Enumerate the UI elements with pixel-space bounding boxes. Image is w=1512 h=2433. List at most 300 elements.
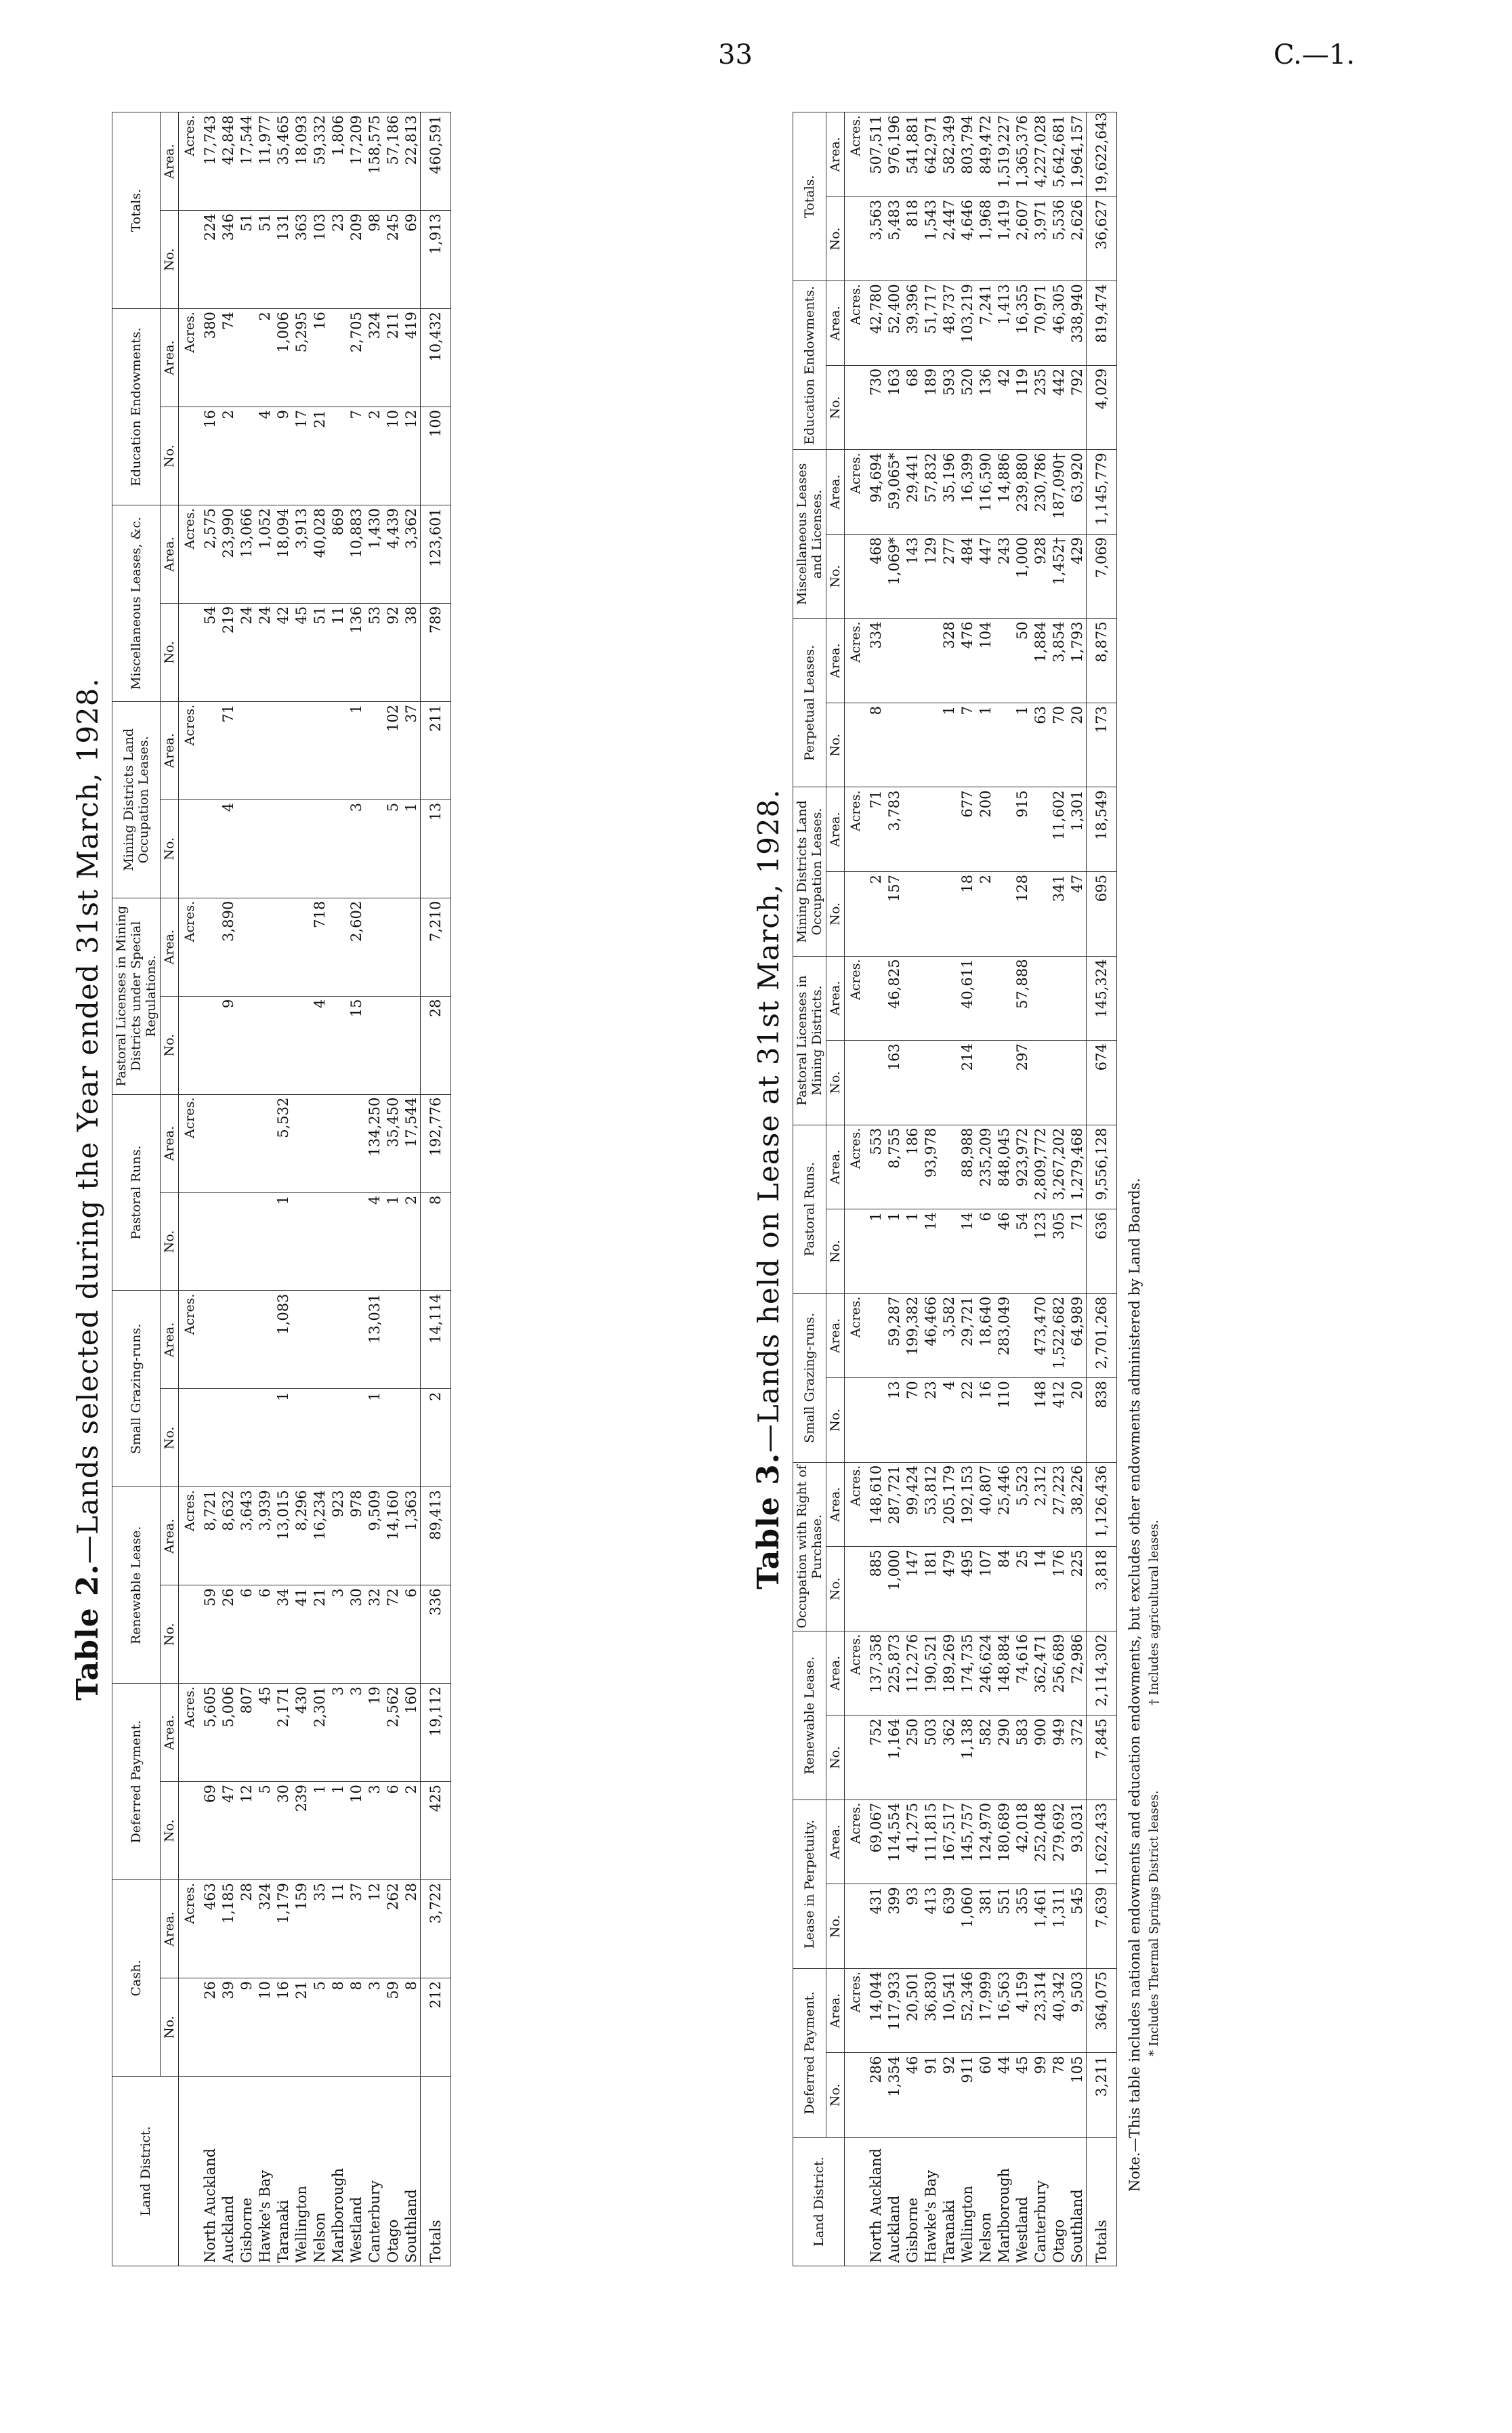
table-cell: 6 [402, 1585, 421, 1684]
table-cell [219, 1389, 237, 1487]
table-cell: 593 [940, 365, 958, 450]
table-cell: 148 [1031, 1378, 1049, 1463]
table-cell: 22,813 [402, 112, 421, 211]
table-cell [255, 996, 274, 1094]
table-cell [1031, 1041, 1049, 1125]
column-group-header: Lease in Perpetuity. [793, 1800, 826, 1968]
total-cell: 636 [1087, 1209, 1117, 1294]
table-cell: 2,562 [383, 1684, 402, 1782]
table-cell [237, 996, 255, 1094]
table-cell [885, 619, 903, 703]
acres-unit: Acres. [179, 1094, 201, 1192]
table-cell: 40,028 [310, 505, 329, 604]
table-cell [402, 1389, 421, 1487]
no-header: No. [161, 799, 179, 898]
table-row [329, 112, 347, 2266]
column-group-header: Pastoral Licenses in Mining Districts. [793, 956, 826, 1125]
area-header: Area. [826, 956, 845, 1041]
table-cell: 328 [940, 619, 958, 703]
area-header: Area. [161, 1880, 179, 1978]
table-cell [866, 1293, 885, 1378]
district-name: Marlborough [994, 2138, 1013, 2266]
table-cell: 23 [329, 211, 347, 309]
table-cell: 6 [976, 1209, 994, 1294]
table-cell: 2 [402, 1782, 421, 1880]
table-cell: 14 [921, 1209, 940, 1294]
table-cell: 642,971 [921, 112, 940, 197]
table-cell: 35,465 [274, 112, 292, 211]
total-cell: 7,639 [1087, 1884, 1117, 1969]
table-cell: 582 [976, 1715, 994, 1800]
table-cell: 92 [383, 603, 402, 701]
table-cell: 48,737 [940, 281, 958, 366]
table-cell [237, 309, 255, 407]
table-cell [201, 996, 219, 1094]
table-cell: 51,717 [921, 281, 940, 366]
table-cell: 51 [310, 603, 329, 701]
units-row [845, 112, 867, 2266]
acres-unit: Acres. [179, 309, 201, 407]
table-cell: 1,052 [255, 505, 274, 604]
table-cell: 520 [958, 365, 976, 450]
table-cell [365, 898, 383, 996]
column-group-header: Pastoral Licenses in Mining Districts under Special Regulations. [112, 898, 161, 1094]
table-cell [329, 1291, 347, 1389]
column-group-header: Pastoral Runs. [112, 1094, 161, 1291]
table-3-footnotes [1147, 112, 1161, 2056]
table-cell: 68 [903, 365, 921, 450]
footnote-agricultural: † Includes agricultural leases. [1147, 1520, 1161, 1705]
area-header: Area. [826, 1293, 845, 1378]
total-cell: 425 [421, 1782, 451, 1880]
table-cell: 91 [921, 2053, 940, 2138]
table-cell: 949 [1049, 1715, 1068, 1800]
table-row [1049, 112, 1068, 2266]
table-cell: 3,939 [255, 1487, 274, 1585]
district-name: Southland [402, 2077, 421, 2266]
table-cell: 145,757 [958, 1800, 976, 1884]
table-cell: 9,503 [1068, 1968, 1087, 2053]
table-cell [1049, 956, 1068, 1041]
table-cell: 287,721 [885, 1462, 903, 1547]
table-cell: 11,602 [1049, 787, 1068, 872]
table-cell: 110 [994, 1378, 1013, 1463]
table-cell: 16 [976, 1378, 994, 1463]
no-header: No. [826, 2053, 845, 2138]
no-header: No. [826, 365, 845, 450]
table-cell: 5,642,681 [1049, 112, 1068, 197]
table-row [976, 112, 994, 2266]
table-cell: 250 [903, 1715, 921, 1800]
area-header: Area. [826, 787, 845, 872]
table-cell: 1,311 [1049, 1884, 1068, 1969]
table-cell: 1 [885, 1209, 903, 1294]
table-cell: 11 [329, 603, 347, 701]
table-cell: 71 [866, 787, 885, 872]
table-cell: 124,970 [976, 1800, 994, 1884]
district-name: Nelson [976, 2138, 994, 2266]
district-name: Otago [383, 2077, 402, 2266]
table-cell: 103,219 [958, 281, 976, 366]
table-cell: 17,999 [976, 1968, 994, 2053]
table-cell: 93 [903, 1884, 921, 1969]
table-cell [292, 701, 310, 799]
table-cell: 252,048 [1031, 1800, 1049, 1884]
table-cell: 928 [1031, 534, 1049, 619]
table-cell: 42 [994, 365, 1013, 450]
table-cell: 235,209 [976, 1125, 994, 1209]
table-cell: 16 [274, 1978, 292, 2077]
table-cell: 21 [310, 407, 329, 505]
table-row [219, 112, 237, 2266]
table-2-title: Table 2.—Lands selected during the Year ended 31st March, 1928. [70, 678, 105, 1701]
district-name: Wellington [958, 2138, 976, 2266]
table-cell: 476 [958, 619, 976, 703]
column-group-header: Small Grazing-runs. [112, 1291, 161, 1487]
table-cell: 5,295 [292, 309, 310, 407]
table-cell: 205,179 [940, 1462, 958, 1547]
table-cell: 84 [994, 1547, 1013, 1631]
table-row [365, 112, 383, 2266]
table-cell: 473,470 [1031, 1293, 1049, 1378]
table-cell: 102 [383, 701, 402, 799]
table-cell: 2,626 [1068, 196, 1087, 281]
table-cell [201, 1291, 219, 1389]
table-cell: 17,743 [201, 112, 219, 211]
table-cell: 583 [1013, 1715, 1031, 1800]
table-cell: 46,466 [921, 1293, 940, 1378]
table-cell [365, 799, 383, 898]
table-cell: 27,223 [1049, 1462, 1068, 1547]
table-cell: 39,396 [903, 281, 921, 366]
district-name: Gisborne [237, 2077, 255, 2266]
table-cell: 1,138 [958, 1715, 976, 1800]
table-cell: 334 [866, 619, 885, 703]
table-cell: 235 [1031, 365, 1049, 450]
no-header: No. [826, 1378, 845, 1463]
table-cell: 70 [903, 1378, 921, 1463]
total-cell: 212 [421, 1978, 451, 2077]
total-cell: 3,818 [1087, 1547, 1117, 1631]
table-cell: 24 [255, 603, 274, 701]
total-cell: 460,591 [421, 112, 451, 211]
table-cell: 57,186 [383, 112, 402, 211]
table-cell [201, 1389, 219, 1487]
table-cell [994, 872, 1013, 957]
table-cell: 71 [219, 701, 237, 799]
table-cell: 190,521 [921, 1631, 940, 1715]
table-cell: 338,940 [1068, 281, 1087, 366]
table-cell [329, 799, 347, 898]
table-cell: 1,006 [274, 309, 292, 407]
table-cell: 849,472 [976, 112, 994, 197]
district-name: Marlborough [329, 2077, 347, 2266]
table-cell: 1,519,227 [994, 112, 1013, 197]
table-cell: 752 [866, 1715, 885, 1800]
table-cell: 8,632 [219, 1487, 237, 1585]
column-group-header: Occupation with Right of Purchase. [793, 1462, 826, 1631]
table-cell: 17,544 [402, 1094, 421, 1192]
table-cell: 362 [940, 1715, 958, 1800]
table-cell: 4 [255, 407, 274, 505]
table-cell: 1,279,468 [1068, 1125, 1087, 1209]
area-header: Area. [161, 1094, 179, 1192]
table-cell: 5 [255, 1782, 274, 1880]
table-cell [292, 996, 310, 1094]
table-cell: 92 [940, 2053, 958, 2138]
area-header: Area. [826, 1631, 845, 1715]
totals-row [421, 112, 451, 2266]
table-cell: 2 [219, 407, 237, 505]
table-cell: 148,884 [994, 1631, 1013, 1715]
table-cell: 74 [219, 309, 237, 407]
table-cell: 57,832 [921, 450, 940, 535]
table-cell [255, 799, 274, 898]
table-cell: 53,812 [921, 1462, 940, 1547]
table-cell: 10,541 [940, 1968, 958, 2053]
table-cell: 38 [402, 603, 421, 701]
table-cell: 39 [219, 1978, 237, 2077]
district-name: Wellington [292, 2077, 310, 2266]
table-cell: 283,049 [994, 1293, 1013, 1378]
land-district-header: Land District. [112, 2077, 179, 2266]
units-spacer [845, 1884, 867, 1969]
table-cell: 21 [310, 1585, 329, 1684]
table-cell: 807 [237, 1684, 255, 1782]
table-cell [383, 1389, 402, 1487]
table-cell: 70 [1049, 703, 1068, 787]
district-name: Otago [1049, 2138, 1068, 2266]
no-header: No. [161, 407, 179, 505]
units-spacer [179, 407, 201, 505]
table-cell [237, 799, 255, 898]
table-cell [903, 787, 921, 872]
table-cell [347, 1192, 365, 1291]
table-cell: 279,692 [1049, 1800, 1068, 1884]
table-cell: 447 [976, 534, 994, 619]
table-cell [1031, 872, 1049, 957]
table-cell [921, 787, 940, 872]
table-cell: 50 [1013, 619, 1031, 703]
table-cell: 792 [1068, 365, 1087, 450]
units-spacer [845, 1209, 867, 1294]
table-cell: 159 [292, 1880, 310, 1978]
table-cell: 98 [365, 211, 383, 309]
total-cell: 9,556,128 [1087, 1125, 1117, 1209]
table-cell: 503 [921, 1715, 940, 1800]
units-spacer [179, 996, 201, 1094]
table-cell: 59,287 [885, 1293, 903, 1378]
table-cell [402, 1291, 421, 1389]
acres-unit: Acres. [179, 1880, 201, 1978]
table-cell: 2 [255, 309, 274, 407]
area-header: Area. [826, 112, 845, 197]
table-cell: 174,735 [958, 1631, 976, 1715]
table-cell [1031, 787, 1049, 872]
table-cell: 551 [994, 1884, 1013, 1969]
table-cell: 46 [903, 2053, 921, 2138]
table-cell: 1 [310, 1782, 329, 1880]
total-cell: 2 [421, 1389, 451, 1487]
table-cell: 10,883 [347, 505, 365, 604]
table-cell: 59 [383, 1978, 402, 2077]
table-cell: 239 [292, 1782, 310, 1880]
units-spacer [845, 1547, 867, 1631]
table-cell: 1,164 [885, 1715, 903, 1800]
table-row [903, 112, 921, 2266]
table-cell [201, 701, 219, 799]
table-cell: 129 [921, 534, 940, 619]
table-cell: 112,276 [903, 1631, 921, 1715]
table-cell: 6 [383, 1782, 402, 1880]
table-cell: 1 [976, 703, 994, 787]
table-cell [310, 1192, 329, 1291]
table-cell: 17,544 [237, 112, 255, 211]
table-cell: 167,517 [940, 1800, 958, 1884]
table-cell [292, 1389, 310, 1487]
total-cell: 100 [421, 407, 451, 505]
table-cell [274, 701, 292, 799]
table-cell [347, 1389, 365, 1487]
table-cell: 35,450 [383, 1094, 402, 1192]
table-cell: 42,018 [1013, 1800, 1031, 1884]
total-cell: 2,114,302 [1087, 1631, 1117, 1715]
table-cell: 37 [347, 1880, 365, 1978]
area-header: Area. [826, 1125, 845, 1209]
table-cell: 8,755 [885, 1125, 903, 1209]
district-name: Gisborne [903, 2138, 921, 2266]
table-cell: 239,880 [1013, 450, 1031, 535]
total-cell: 13 [421, 799, 451, 898]
district-name: Westland [347, 2077, 365, 2266]
table-cell: 192,153 [958, 1462, 976, 1547]
table-cell: 3,267,202 [1049, 1125, 1068, 1209]
district-name: Canterbury [1031, 2138, 1049, 2266]
total-cell: 10,432 [421, 309, 451, 407]
total-cell: 173 [1087, 703, 1117, 787]
table-cell: 23,990 [219, 505, 237, 604]
no-header: No. [161, 996, 179, 1094]
table-cell [255, 898, 274, 996]
table-cell: 45 [292, 603, 310, 701]
table-cell: 13,066 [237, 505, 255, 604]
acres-unit: Acres. [845, 1968, 867, 2053]
table-cell: 16,355 [1013, 281, 1031, 366]
table-cell: 2,171 [274, 1684, 292, 1782]
table-cell [1049, 1041, 1068, 1125]
table-2-block [64, 112, 776, 2266]
table-row [292, 112, 310, 2266]
units-spacer [845, 534, 867, 619]
subheader-row [826, 112, 845, 2266]
units-spacer [845, 1378, 867, 1463]
table-cell: 176 [1049, 1547, 1068, 1631]
no-header: No. [161, 1585, 179, 1684]
table-cell [255, 701, 274, 799]
table-cell: 18 [958, 872, 976, 957]
acres-unit: Acres. [845, 1800, 867, 1884]
table-cell: 718 [310, 898, 329, 996]
total-cell: 819,474 [1087, 281, 1117, 366]
column-group-header: Education Endowments. [793, 281, 826, 450]
table-cell: 1 [274, 1192, 292, 1291]
table-3 [793, 112, 1117, 2266]
acres-unit: Acres. [845, 1125, 867, 1209]
table-cell: 1 [402, 799, 421, 898]
table-cell: 180,689 [994, 1800, 1013, 1884]
table-cell: 324 [365, 309, 383, 407]
table-cell: 123 [1031, 1209, 1049, 1294]
table-cell [329, 996, 347, 1094]
total-cell: 7,210 [421, 898, 451, 996]
table-cell: 20 [1068, 703, 1087, 787]
table-cell [292, 1192, 310, 1291]
district-name: Westland [1013, 2138, 1031, 2266]
table-cell: 5 [383, 799, 402, 898]
table-cell: 10 [347, 1782, 365, 1880]
acres-unit: Acres. [179, 701, 201, 799]
acres-unit: Acres. [179, 505, 201, 604]
table-cell: 46 [994, 1209, 1013, 1294]
table-cell: 59,332 [310, 112, 329, 211]
table-cell: 37 [402, 701, 421, 799]
table-cell [219, 1192, 237, 1291]
units-spacer [179, 799, 201, 898]
table-cell: 245 [383, 211, 402, 309]
table-cell: 8 [329, 1978, 347, 2077]
acres-unit: Acres. [845, 450, 867, 535]
table-cell [237, 701, 255, 799]
table-cell: 2,447 [940, 196, 958, 281]
table-cell [237, 1192, 255, 1291]
table-cell: 5,605 [201, 1684, 219, 1782]
table-cell: 3,362 [402, 505, 421, 604]
table-row [994, 112, 1013, 2266]
table-cell: 541,881 [903, 112, 921, 197]
table-cell: 976,196 [885, 112, 903, 197]
table-cell: 9,509 [365, 1487, 383, 1585]
table-cell [347, 1094, 365, 1192]
table-cell: 1,365,376 [1013, 112, 1031, 197]
table-cell: 54 [1013, 1209, 1031, 1294]
table-cell: 24 [237, 603, 255, 701]
table-cell: 3,913 [292, 505, 310, 604]
table-cell: 78 [1049, 2053, 1068, 2138]
no-header: No. [826, 196, 845, 281]
column-group-header: Renewable Lease. [793, 1631, 826, 1800]
table-cell: 70,971 [1031, 281, 1049, 366]
table-cell: 131 [274, 211, 292, 309]
table-cell: 20,501 [903, 1968, 921, 2053]
table-cell [976, 956, 994, 1041]
total-cell: 145,324 [1087, 956, 1117, 1041]
table-cell [329, 1094, 347, 1192]
table-cell: 507,511 [866, 112, 885, 197]
table-cell [329, 407, 347, 505]
table-cell [402, 898, 421, 996]
table-cell: 209 [347, 211, 365, 309]
page-number: 33 [718, 39, 753, 70]
table-cell: 1,301 [1068, 787, 1087, 872]
table-cell: 69 [201, 1782, 219, 1880]
units-spacer [845, 2138, 867, 2266]
table-row [383, 112, 402, 2266]
acres-unit: Acres. [179, 898, 201, 996]
table-cell [237, 1291, 255, 1389]
table-cell: 1 [274, 1389, 292, 1487]
table-cell: 225 [1068, 1547, 1087, 1631]
table-cell [903, 872, 921, 957]
